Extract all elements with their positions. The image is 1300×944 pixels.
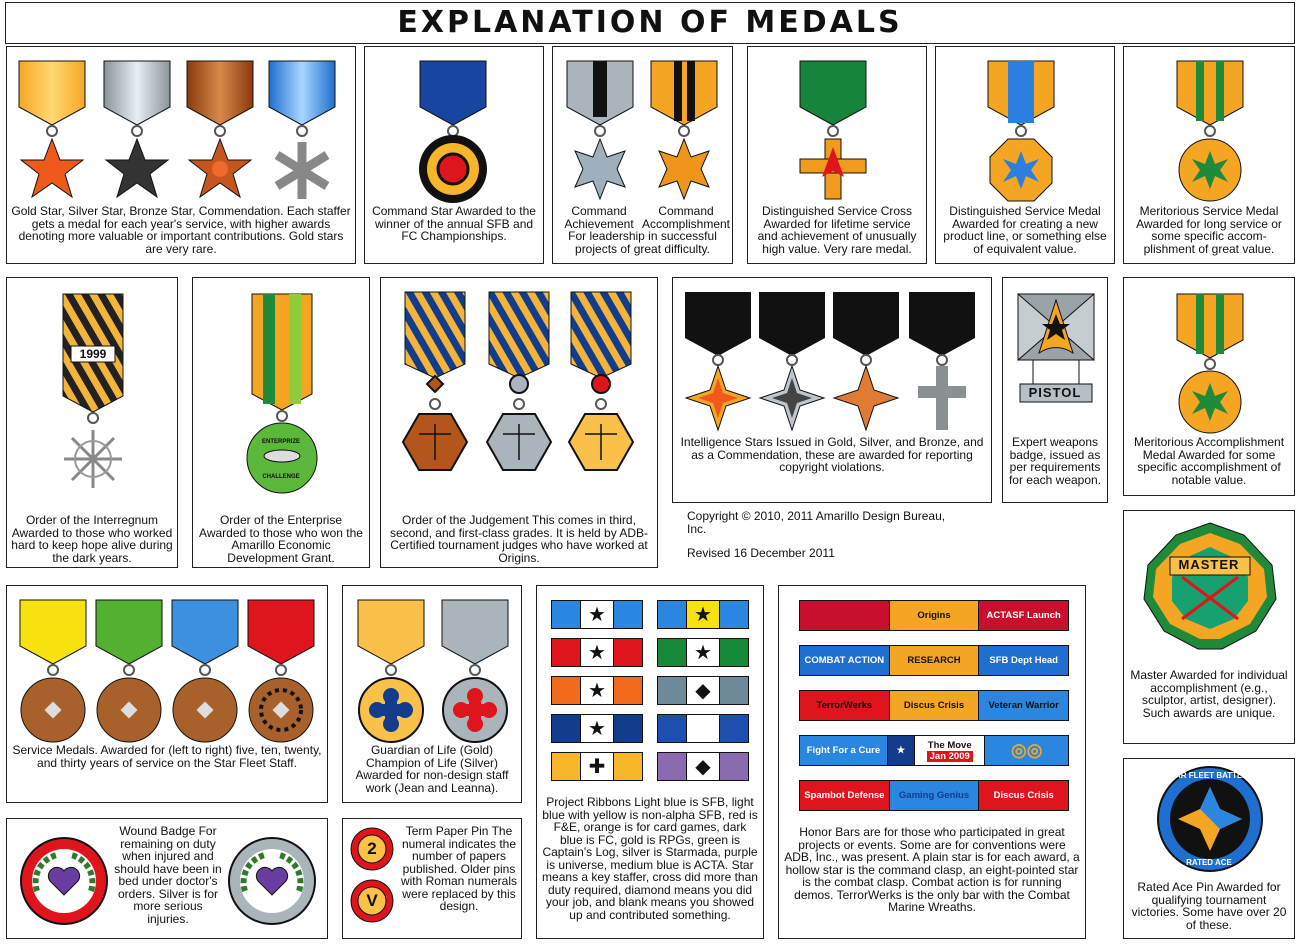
guardian-caption: Guardian of Life (Gold) Champion of Life (Silver) Awarded for non-design staff work (Jean and Leanna). — [355, 743, 509, 795]
master-label: MASTER — [1178, 557, 1240, 572]
silver-star-medal — [104, 61, 170, 197]
ribbon-card-star: ★ — [551, 676, 643, 705]
honor-bar-2 — [799, 645, 1069, 676]
pistol-caption: Expert weapons badge, issued as per requirements for each weapon. — [1008, 435, 1102, 487]
box-mam — [1123, 277, 1295, 496]
box-interregnum — [6, 277, 178, 568]
command-achievement-label: Command Achievement — [564, 204, 634, 231]
box-judgement — [380, 277, 658, 568]
honor-bar-3-discus: Discus Crisis — [890, 691, 980, 720]
judgement-caption: Order of the Judgement This comes in third, second, and first-class grades. It is held by ADB-Certified tournament judges who have worked at Origins. — [389, 513, 649, 565]
box-wound — [6, 818, 328, 939]
enterprise-bottom: CHALLENGE — [262, 474, 300, 480]
honor-bar-4-cure: Fight For a Cure — [800, 736, 888, 765]
ribbon-starmada-diamond: ◆ — [657, 676, 749, 705]
gold-star-medal — [19, 61, 85, 197]
dsm-art — [936, 47, 1116, 207]
guardian-art — [343, 586, 523, 746]
honor-bar-4-move-date: Jan 2009 — [927, 751, 973, 762]
honor-bar-1-actasf: ACTASF Launch — [979, 601, 1068, 630]
box-dsc — [747, 46, 927, 264]
honor-bar-2-combat: COMBAT ACTION — [800, 646, 890, 675]
star-medals-art — [7, 47, 357, 207]
box-msm — [1123, 46, 1295, 264]
box-stars — [6, 46, 356, 264]
ribbon-sfb-star: ★ — [551, 600, 643, 629]
honor-bar-3-veteran: Veteran Warrior — [979, 691, 1068, 720]
ribbon-fe-star: ★ — [551, 638, 643, 667]
honor-bar-4-star: ★ — [888, 736, 915, 765]
box-ribbons — [536, 585, 764, 939]
honor-bar-4-move-title: The Move — [927, 739, 972, 751]
box-rated-ace — [1123, 758, 1295, 939]
ribbon-rpg-cross: ✚ — [551, 752, 643, 781]
box-term-paper — [342, 818, 522, 939]
rated-ace-caption: Rated Ace Pin Awarded for qualifying tournament victories. Some have over 20 of these. — [1131, 880, 1287, 932]
msm-art — [1124, 47, 1296, 207]
honor-bar-4 — [799, 735, 1069, 766]
honor-bar-5 — [799, 780, 1069, 811]
master-caption: Master Awarded for individual accomplishment (e.g., sculptor, artist, designer). Such awards are unique. — [1130, 668, 1288, 720]
master-art — [1124, 511, 1296, 661]
stars-caption: Gold Star, Silver Star, Bronze Star, Commendation. Each staffer gets a medal for each year's service, with higher awards denoting more valuable or important contributions. Gold stars are very rare. — [11, 204, 351, 256]
ribbon-fc-star: ★ — [551, 714, 643, 743]
box-guardian — [342, 585, 522, 803]
revised-line: Revised 16 December 2011 — [687, 546, 835, 560]
pistol-label: PISTOL — [1028, 385, 1082, 400]
service-caption: Service Medals. Awarded for (left to right) five, ten, twenty, and thirty years of service on the Star Fleet Staff. — [12, 743, 322, 770]
honor-bar-4-rings: ◎◎ — [985, 736, 1068, 765]
rated-ace-ring-top: STAR FLEET BATTLES — [1165, 771, 1253, 780]
term-pin-roman: V — [366, 891, 378, 910]
honor-bar-2-dept-head: SFB Dept Head — [979, 646, 1068, 675]
honor-bar-3-terrorwerks: TerrorWerks — [800, 691, 890, 720]
ribbons-caption: Project Ribbons Light blue is SFB, light blue with yellow is non-alpha SFB, red is F&E, orange is for card games, dark blue is FC, gold is RPGs, green is Captain's Log, silver is Starmada, purple is universe, medium blue is ACTA. Star means a key staffer, cross did more than duty required, diamond means you did your job, and blank means you showed up and contributed something. — [542, 795, 758, 922]
honor-bar-1-origins: Origins — [890, 601, 980, 630]
box-service — [6, 585, 328, 803]
honor-bar-2-research: RESEARCH — [890, 646, 980, 675]
interregnum-year: 1999 — [79, 347, 107, 361]
page-title: EXPLANATION OF MEDALS — [5, 2, 1295, 44]
honor-bar-3 — [799, 690, 1069, 721]
honor-bar-4-move — [915, 736, 986, 765]
judgement-art — [381, 278, 659, 508]
box-dsm — [935, 46, 1115, 264]
bronze-star-medal — [187, 61, 253, 197]
command-star-art — [365, 47, 545, 207]
ribbon-acta-blank — [657, 714, 749, 743]
ribbon-nonalpha-star: ★ — [657, 600, 749, 629]
box-master — [1123, 510, 1295, 744]
ribbon-captains-log-star: ★ — [657, 638, 749, 667]
dsc-art — [748, 47, 928, 207]
honor-bar-1-flag — [800, 601, 890, 630]
interregnum-art — [7, 278, 179, 508]
honor-bar-1 — [799, 600, 1069, 631]
mam-art — [1124, 278, 1296, 438]
term-pin-numeral: 2 — [367, 839, 377, 858]
command-pair-art — [553, 47, 734, 207]
box-command-star — [364, 46, 544, 264]
honor-bar-5-spambot: Spambot Defense — [800, 781, 890, 810]
commendation-medal — [269, 61, 335, 199]
box-honor — [778, 585, 1086, 939]
interregnum-caption: Order of the Interregnum Awarded to those who worked hard to keep hope alive during the dark years. — [11, 513, 173, 565]
command-star-caption: Command Star Awarded to the winner of the annual SFB and FC Championships. — [372, 204, 536, 243]
msm-caption: Meritorious Service Medal Awarded for long service or some specific accom-plishment of great value. — [1136, 204, 1282, 256]
ribbon-universe-diamond: ◆ — [657, 752, 749, 781]
enterprise-top: ENTERPRIZE — [261, 439, 300, 445]
command-pair-caption: For leadership in successful projects of great difficulty. — [568, 229, 717, 256]
dsm-caption: Distinguished Service Medal Awarded for creating a new product line, or something else of equivalent value. — [943, 204, 1107, 256]
honor-bar-5-discus: Discus Crisis — [979, 781, 1068, 810]
box-pistol — [1002, 277, 1108, 503]
honor-bar-5-gaming: Gaming Genius — [890, 781, 980, 810]
box-enterprise — [192, 277, 370, 568]
service-medals-art — [7, 586, 329, 746]
intelligence-art — [673, 278, 993, 438]
enterprise-caption: Order of the Enterprise Awarded to those who won the Amarillo Economic Development Grant. — [199, 513, 363, 565]
intelligence-caption: Intelligence Stars Issued in Gold, Silver, and Bronze, and as a Commendation, these are awarded for reporting copyright violations. — [680, 435, 984, 474]
box-command-pair — [552, 46, 733, 264]
box-intelligence — [672, 277, 992, 503]
mam-caption: Meritorious Accomplishment Medal Awarded for some specific accomplishment of notable value. — [1133, 435, 1285, 487]
copyright-line: Copyright © 2010, 2011 Amarillo Design Bureau, Inc. — [687, 509, 946, 536]
wound-caption: Wound Badge For remaining on duty when injured and should have been in bed under doctor's orders. Silver is for more serious injuries. — [114, 824, 222, 926]
term-paper-caption: Term Paper Pin The numeral indicates the number of papers published. Older pins with Roman numerals were replaced by this design. — [400, 824, 518, 913]
rated-ace-ring-bottom: RATED ACE — [1186, 858, 1232, 867]
command-accomplishment-label: Command Accomplishment — [641, 204, 731, 231]
dsc-caption: Distinguished Service Cross Awarded for lifetime service and achievement of unusually high value. Very rare medal. — [757, 204, 917, 256]
pistol-art — [1003, 278, 1109, 428]
honor-caption: Honor Bars are for those who participated in great projects or events. Some are for conventions were ADB, Inc., was present. A plain star is for each award, a hollow star is the command clasp, an eight-pointed star is the combat clasp. Combat action is for running demos. TerrorWerks is the only bar with the Combat Marine Wreaths. — [784, 825, 1080, 914]
